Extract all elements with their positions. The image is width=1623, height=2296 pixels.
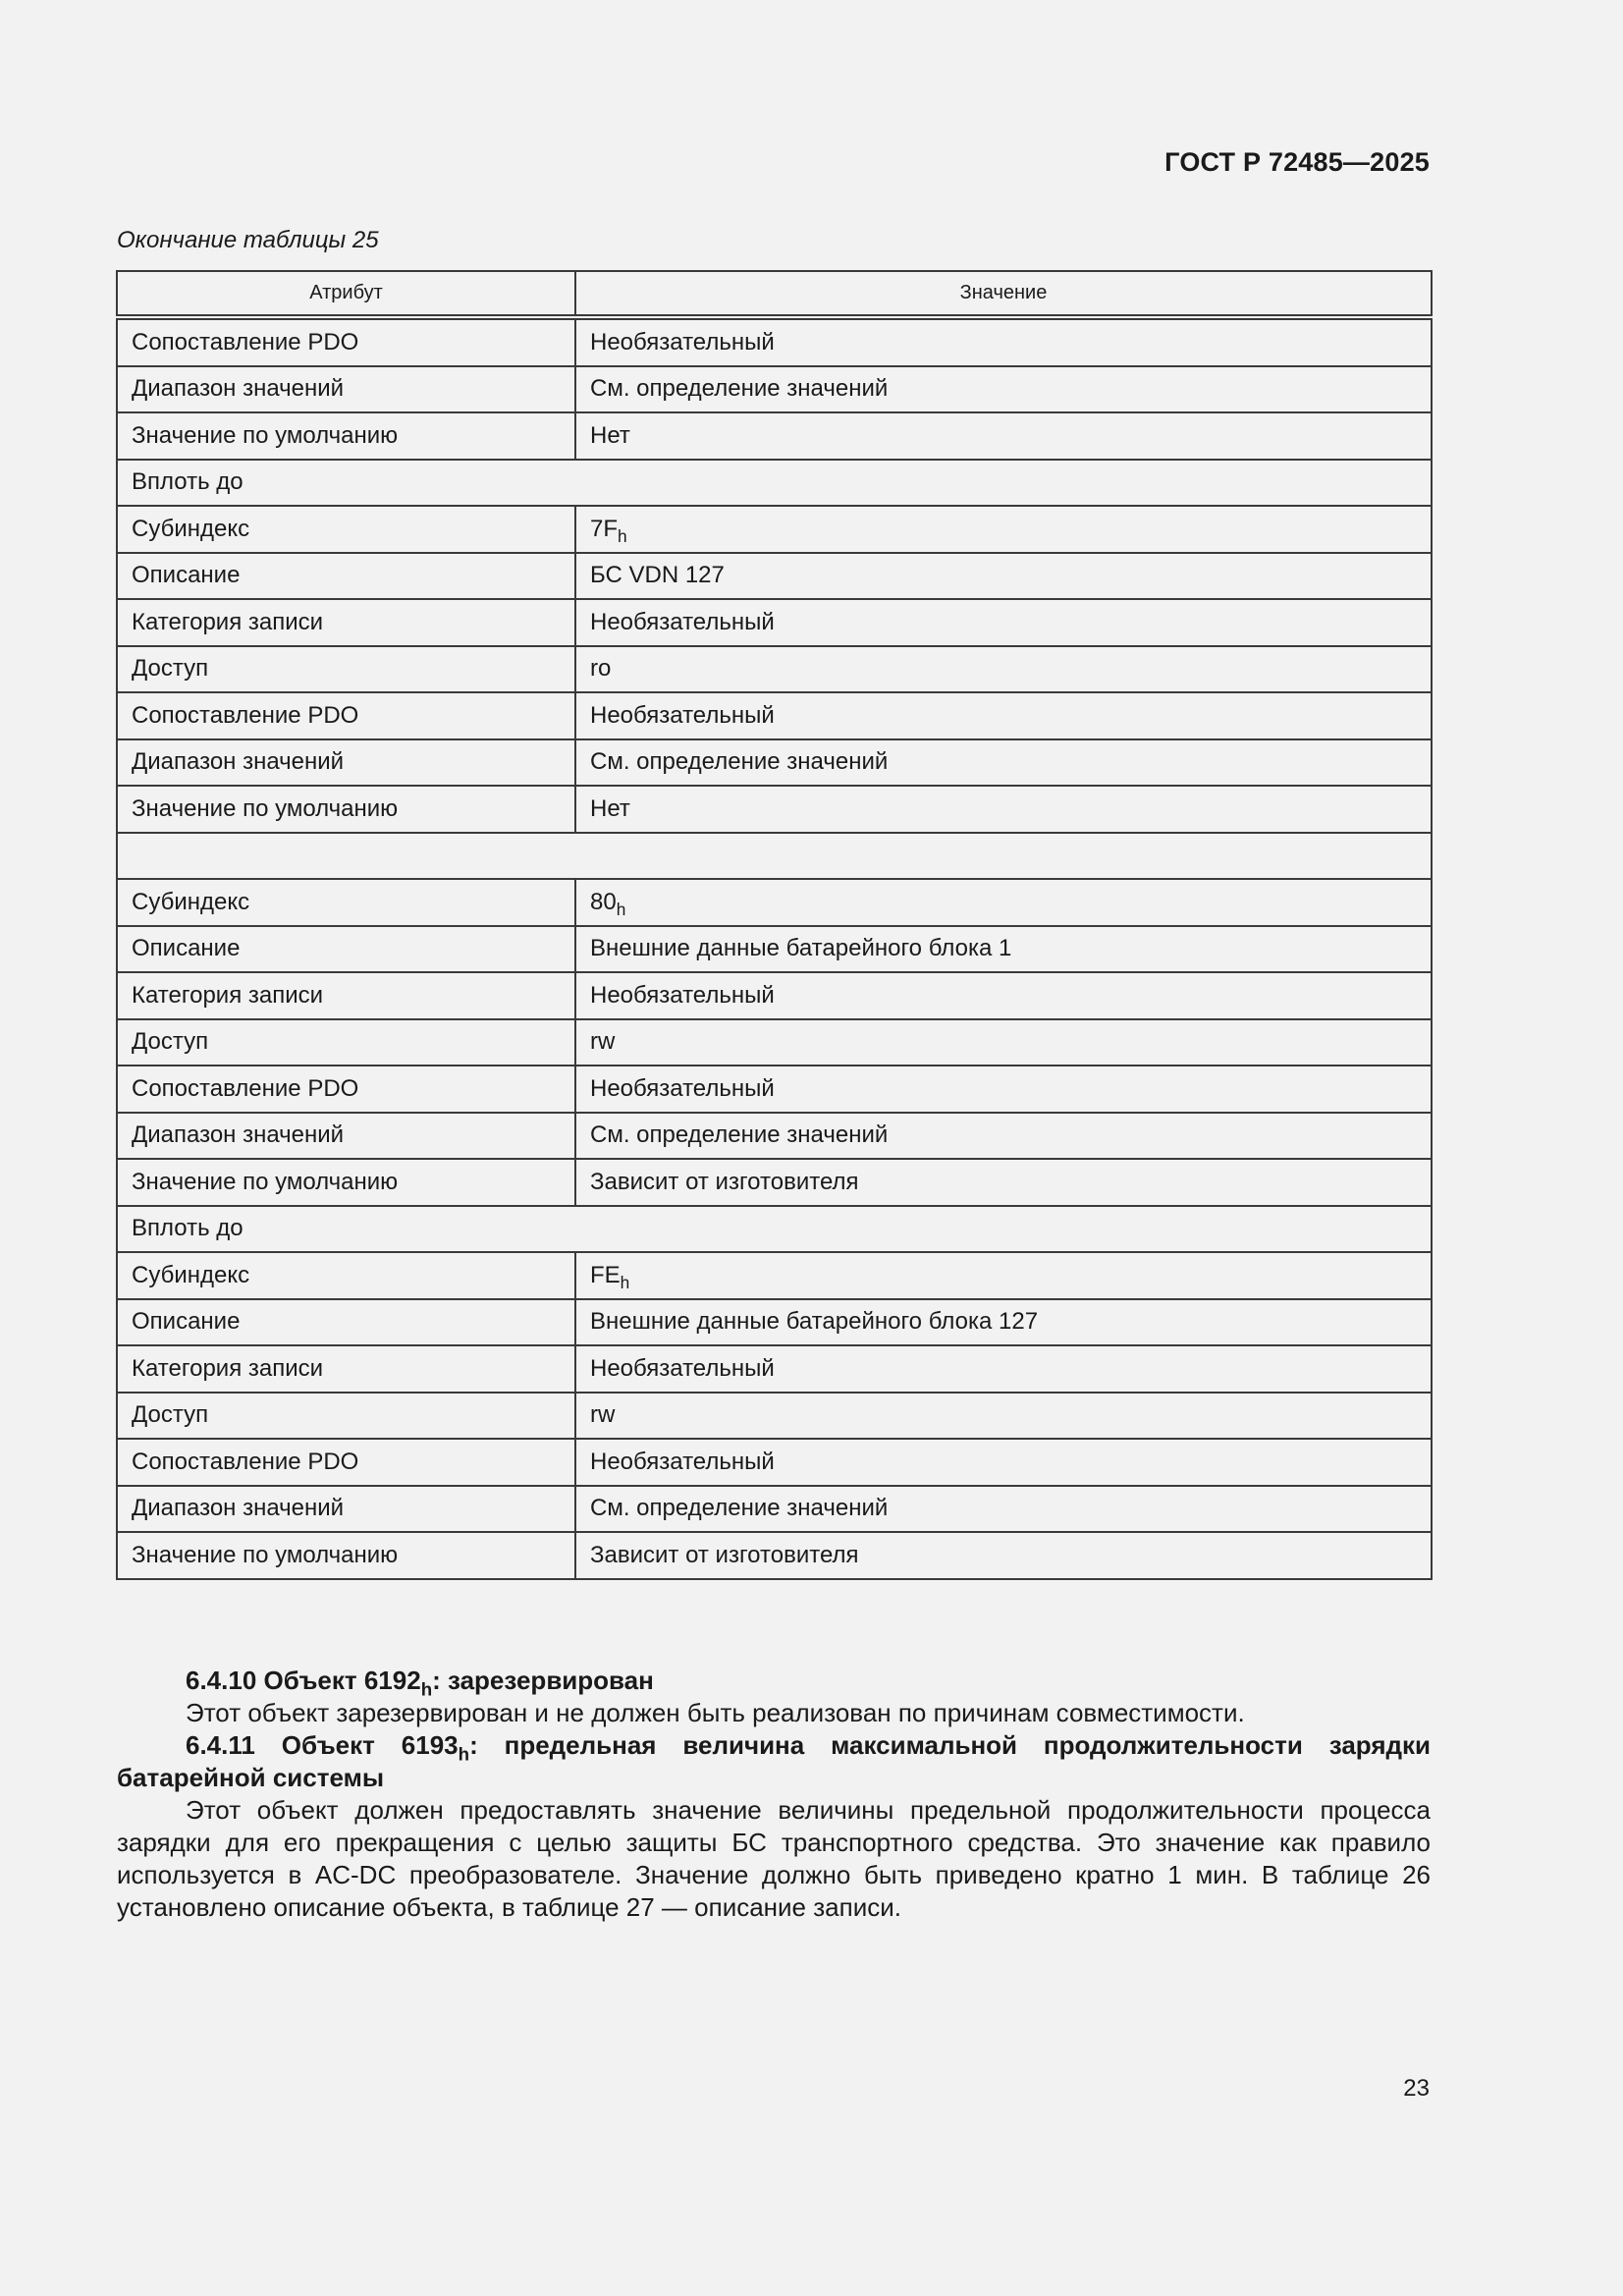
attribute-cell: Значение по умолчанию	[117, 786, 575, 833]
hex-subscript: h	[620, 1272, 630, 1292]
table-row	[117, 1113, 1432, 1160]
value-text: Необязательный	[590, 701, 775, 729]
attribute-cell: Диапазон значений	[117, 739, 575, 787]
attribute-cell: Доступ	[117, 1019, 575, 1066]
value-cell	[575, 1113, 1432, 1160]
value-text: 7F	[590, 515, 619, 542]
value-text: Внешние данные батарейного блока 127	[590, 1308, 1039, 1336]
table-row	[117, 553, 1432, 600]
hex-subscript: h	[458, 1743, 470, 1765]
span-cell: Вплоть до	[117, 1206, 1432, 1253]
table-row	[117, 833, 1432, 880]
attribute-cell: Категория записи	[117, 1345, 575, 1393]
value-cell	[575, 972, 1432, 1019]
table-row	[117, 926, 1432, 973]
value-cell	[575, 1486, 1432, 1533]
value-text: rw	[590, 1028, 616, 1056]
table-row	[117, 1486, 1432, 1533]
attribute-cell: Субиндекс	[117, 1252, 575, 1299]
value-cell	[575, 646, 1432, 693]
value-cell	[575, 317, 1432, 366]
table-row	[117, 972, 1432, 1019]
attribute-cell: Диапазон значений	[117, 1486, 575, 1533]
value-cell	[575, 553, 1432, 600]
section-heading-6-4-10	[117, 1665, 1431, 1700]
value-cell	[575, 1532, 1432, 1579]
attribute-cell: Описание	[117, 926, 575, 973]
table-row	[117, 786, 1432, 833]
column-header-attribute: Атрибут	[117, 271, 575, 317]
value-text: Нет	[590, 421, 630, 449]
value-cell	[575, 879, 1432, 926]
section-number: 6.4.10 Объект 6192	[186, 1666, 421, 1695]
attribute-cell: Субиндекс	[117, 879, 575, 926]
value-text: rw	[590, 1401, 616, 1429]
page-number: 23	[1403, 2075, 1430, 2102]
table-row	[117, 1159, 1432, 1206]
value-cell	[575, 692, 1432, 739]
table-row	[117, 646, 1432, 693]
table-row	[117, 1532, 1432, 1579]
table-row	[117, 1252, 1432, 1299]
attribute-cell: Значение по умолчанию	[117, 1159, 575, 1206]
value-text: См. определение значений	[590, 748, 889, 776]
hex-subscript: h	[618, 525, 627, 546]
value-cell	[575, 412, 1432, 460]
section-paragraph-6-4-10: Этот объект зарезервирован и не должен быть реализован по причинам совместимости.	[186, 1698, 1245, 1727]
attribute-table	[116, 270, 1433, 1580]
span-cell: Вплоть до	[117, 460, 1432, 507]
value-text: БС VDN 127	[590, 562, 725, 589]
value-cell	[575, 366, 1432, 413]
body-text	[117, 1665, 1431, 1924]
span-cell	[117, 833, 1432, 880]
section-number: 6.4.11 Объект 6193	[186, 1730, 459, 1760]
table-row	[117, 1019, 1432, 1066]
attribute-cell: Диапазон значений	[117, 1113, 575, 1160]
document-code: ГОСТ Р 72485—2025	[1164, 147, 1430, 177]
table-row	[117, 1066, 1432, 1113]
attribute-cell: Описание	[117, 553, 575, 600]
table-row	[117, 739, 1432, 787]
value-cell	[575, 1066, 1432, 1113]
section-paragraph-6-4-11: Этот объект должен предоставлять значение величины предельной продолжительности процесса зарядки для его прекращения с целью защиты БС транспортного средства. Это значение как правило используется в AC-DC преобразователе. Значение должно быть приведено кратно 1 мин. В таблице 26 установлено описание объекта, в таблице 27 — описание записи.	[117, 1795, 1431, 1922]
table-row	[117, 412, 1432, 460]
table-row	[117, 879, 1432, 926]
value-text: Необязательный	[590, 1074, 775, 1102]
table-row	[117, 366, 1432, 413]
attribute-cell: Сопоставление PDO	[117, 317, 575, 366]
attribute-cell: Категория записи	[117, 599, 575, 646]
attribute-cell: Диапазон значений	[117, 366, 575, 413]
value-text: Нет	[590, 794, 630, 822]
hex-subscript: h	[616, 899, 626, 919]
value-text: Необязательный	[590, 1354, 775, 1382]
table-row	[117, 1439, 1432, 1486]
attribute-cell: Категория записи	[117, 972, 575, 1019]
attribute-cell: Значение по умолчанию	[117, 412, 575, 460]
table-row	[117, 506, 1432, 553]
value-cell	[575, 1252, 1432, 1299]
value-text: 80	[590, 888, 617, 915]
value-text: Необязательный	[590, 1448, 775, 1475]
value-text: ro	[590, 655, 612, 683]
value-cell	[575, 739, 1432, 787]
table-row	[117, 460, 1432, 507]
value-cell	[575, 926, 1432, 973]
attribute-cell: Описание	[117, 1299, 575, 1346]
value-text: Необязательный	[590, 328, 775, 355]
section-heading-6-4-11	[117, 1729, 1431, 1794]
table-row	[117, 1299, 1432, 1346]
section-title: : предельная величина максимальной продолжительности зарядки батарейной системы	[117, 1730, 1431, 1792]
value-text: См. определение значений	[590, 1495, 889, 1522]
value-text: FE	[590, 1261, 621, 1288]
table-row	[117, 1345, 1432, 1393]
table-row	[117, 692, 1432, 739]
value-cell	[575, 1393, 1432, 1440]
table-row	[117, 1393, 1432, 1440]
value-text: Необязательный	[590, 981, 775, 1009]
value-cell	[575, 1159, 1432, 1206]
table-row	[117, 1206, 1432, 1253]
table-body	[117, 317, 1432, 1579]
table-caption: Окончание таблицы 25	[117, 227, 379, 253]
hex-subscript: h	[420, 1678, 433, 1700]
table-row	[117, 317, 1432, 366]
attribute-cell: Субиндекс	[117, 506, 575, 553]
value-cell	[575, 599, 1432, 646]
value-cell	[575, 786, 1432, 833]
value-text: См. определение значений	[590, 375, 889, 403]
attribute-cell: Доступ	[117, 1393, 575, 1440]
attribute-cell: Сопоставление PDO	[117, 692, 575, 739]
attribute-cell: Сопоставление PDO	[117, 1439, 575, 1486]
section-title: : зарезервирован	[432, 1666, 654, 1695]
value-text: Необязательный	[590, 608, 775, 635]
value-text: Зависит от изготовителя	[590, 1168, 859, 1195]
value-text: См. определение значений	[590, 1121, 889, 1149]
value-cell	[575, 1439, 1432, 1486]
value-cell	[575, 506, 1432, 553]
value-cell	[575, 1299, 1432, 1346]
value-text: Внешние данные батарейного блока 1	[590, 935, 1012, 962]
table-header-row	[117, 271, 1432, 317]
attribute-cell: Значение по умолчанию	[117, 1532, 575, 1579]
value-cell	[575, 1345, 1432, 1393]
column-header-value: Значение	[575, 271, 1432, 317]
table-row	[117, 599, 1432, 646]
value-cell	[575, 1019, 1432, 1066]
attribute-cell: Сопоставление PDO	[117, 1066, 575, 1113]
value-text: Зависит от изготовителя	[590, 1541, 859, 1568]
attribute-cell: Доступ	[117, 646, 575, 693]
